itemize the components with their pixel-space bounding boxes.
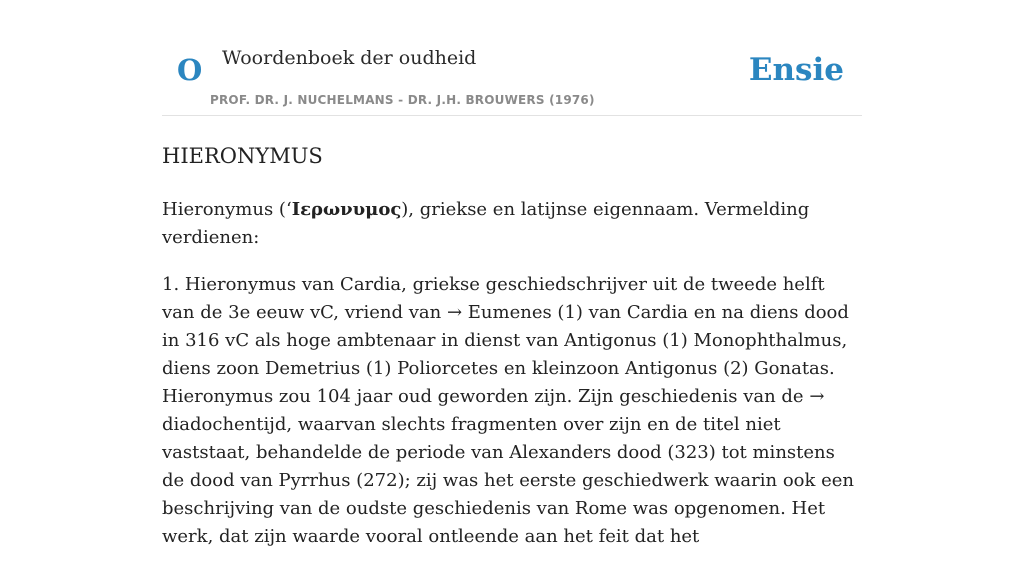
brand-logo-link[interactable]: Ensie: [748, 52, 844, 88]
intro-text-start: Hieronymus (‘: [162, 199, 292, 220]
source-header: [162, 0, 862, 116]
definition-text-part-1: 1. Hieronymus van Cardia, griekse geschiedschrijver uit de tweede helft van de 3e eeuw vC, vriend van: [162, 274, 825, 323]
arrow-right-icon: →: [809, 386, 825, 407]
cross-reference-diadochentijd: diadochentijd, waarvan slechts fragmenten over zijn en de titel niet vaststaat, behandelde de periode van Alexanders dood (323) tot minstens de dood van Pyrrhus (272); zij was het eerste geschiedwerk waarin ook een beschrijving van de oudste geschiedenis van Rome was opgenomen. Het werk, dat zijn waarde vooral ontleende aan het feit dat het: [162, 414, 855, 547]
article-container: [162, 0, 862, 570]
intro-text-end: ), griekse en latijnse eigennaam. Vermelding verdienen:: [162, 199, 810, 248]
cross-reference-eumenes: Eumenes (1) van Cardia en na diens dood in 316 vC als hoge ambtenaar in dienst van Antigonus (1) Monophthalmus, diens zoon Demetrius (1) Poliorcetes en kleinzoon Antigonus (2) Gonatas. Hieronymus zou 104 jaar oud geworden zijn. Zijn geschiedenis van de: [162, 302, 849, 407]
definition-paragraph-1: [162, 271, 862, 551]
arrow-right-icon: →: [446, 302, 463, 323]
source-badge: O: [177, 53, 203, 87]
entry-title: HIERONYMUS: [162, 144, 323, 168]
article-content: [162, 116, 862, 551]
source-authors: PROF. DR. J. NUCHELMANS - DR. J.H. BROUWERS (1976): [210, 93, 595, 107]
greek-name: Ιερωνυμος: [291, 199, 402, 220]
source-title-link[interactable]: Woordenboek der oudheid: [222, 47, 477, 69]
intro-paragraph: [162, 196, 862, 252]
